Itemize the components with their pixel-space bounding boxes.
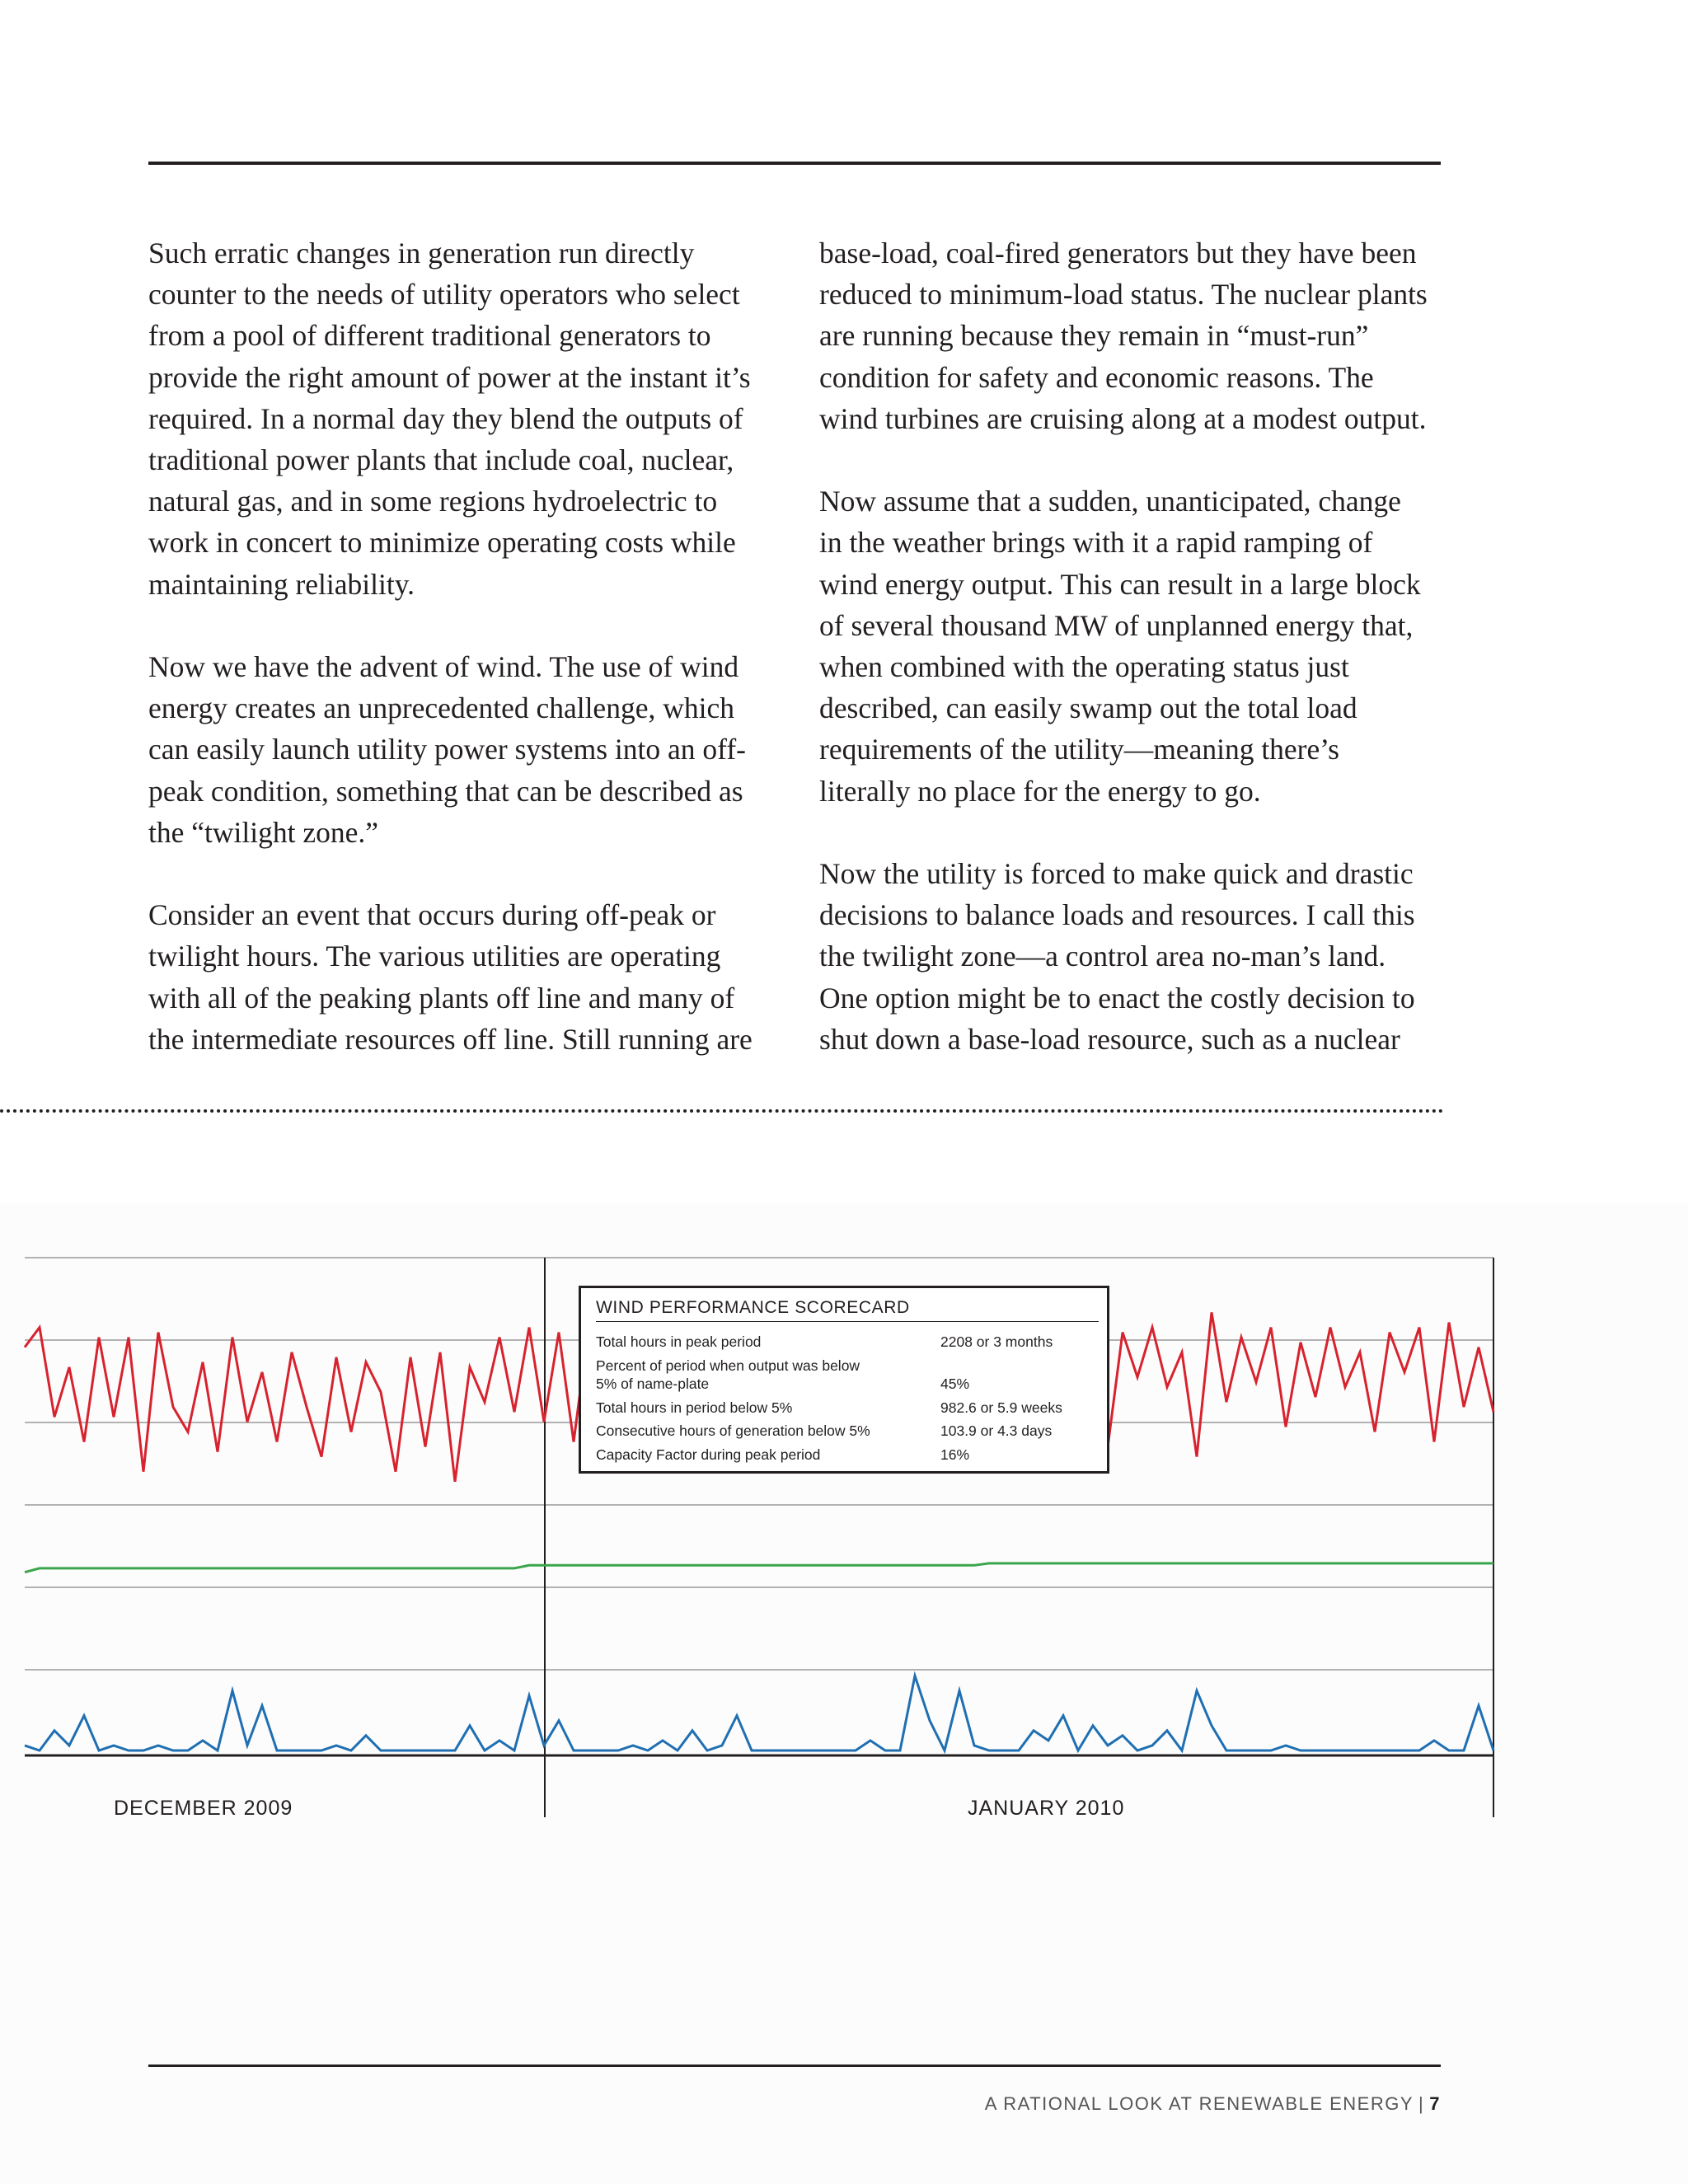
paragraph: base-load, coal-fired generators but they have been reduced to minimum-load status. The nuclear plants are running because they remain in “must-run” condition for safety and economic reasons. The wind turbines are cruising along at a modest output. — [819, 237, 1428, 435]
x-label-january: JANUARY 2010 — [968, 1797, 1125, 1820]
x-label-december: DECEMBER 2009 — [114, 1797, 293, 1820]
scorecard-value: 982.6 or 5.9 weeks — [940, 1399, 1062, 1416]
dotted-separator — [0, 1109, 1444, 1113]
scorecard-value: 45% — [940, 1376, 970, 1392]
page-footer — [985, 2093, 1441, 2115]
wind-performance-scorecard — [579, 1286, 1109, 1474]
footer-title: A RATIONAL LOOK AT RENEWABLE ENERGY — [984, 2093, 1414, 2114]
paragraph: Such erratic changes in generation run directly counter to the needs of utility operators who select from a pool of different traditional generators to provide the right amount of power at the instant it’s required. In a normal day they blend the outputs of traditional power plants that include coal, nuclear, natural gas, and in some regions hydroelectric to work in concert to minimize operating costs while maintaining reliability. — [148, 237, 751, 601]
paragraph: Consider an event that occurs during off-peak or twilight hours. The various utilities are operating with all of the peaking plants off line and many of the intermediate resources off line. Still running are — [148, 898, 753, 1056]
bottom-rule — [148, 2064, 1441, 2067]
series-wind-output — [25, 1675, 1493, 1750]
scorecard-label: Percent of period when output was below — [596, 1357, 860, 1374]
scorecard-value: 16% — [940, 1446, 970, 1463]
right-text-column — [819, 232, 1429, 1101]
top-rule — [148, 162, 1441, 165]
page-number: 7 — [1429, 2093, 1441, 2114]
scorecard-label: Total hours in period below 5% — [596, 1399, 793, 1416]
footer-separator: | — [1418, 2093, 1425, 2114]
scorecard-label: Consecutive hours of generation below 5% — [596, 1422, 870, 1439]
scorecard-value: 103.9 or 4.3 days — [940, 1422, 1053, 1439]
scorecard-title: WIND PERFORMANCE SCORECARD — [596, 1298, 1099, 1322]
scorecard-value: 2208 or 3 months — [940, 1333, 1053, 1350]
scorecard-label: Total hours in peak period — [596, 1333, 762, 1350]
left-text-column — [148, 232, 758, 1101]
scorecard-label: Capacity Factor during peak period — [596, 1446, 821, 1463]
scorecard-label: 5% of name-plate — [596, 1376, 710, 1392]
paragraph: Now assume that a sudden, unanticipated, change in the weather brings with it a rapid ramping of wind energy output. This can result in a large block of several thousand MW of unplanned energy that, when combined with the operating status just described, can easily swamp out the total load requirements of the utility—meaning there’s literally no place for the energy to go. — [819, 485, 1421, 808]
paragraph: Now we have the advent of wind. The use of wind energy creates an unprecedented challenge, which can easily launch utility power systems into an off-peak condition, something that can be described as the “twilight zone.” — [148, 650, 746, 849]
series-capacity — [25, 1563, 1493, 1572]
paragraph: Now the utility is forced to make quick and drastic decisions to balance loads and resources. I call this the twilight zone—a control area no-man’s land. One option might be to enact the costly decision to shut down a base-load resource, such as a nuclear — [819, 857, 1415, 1056]
